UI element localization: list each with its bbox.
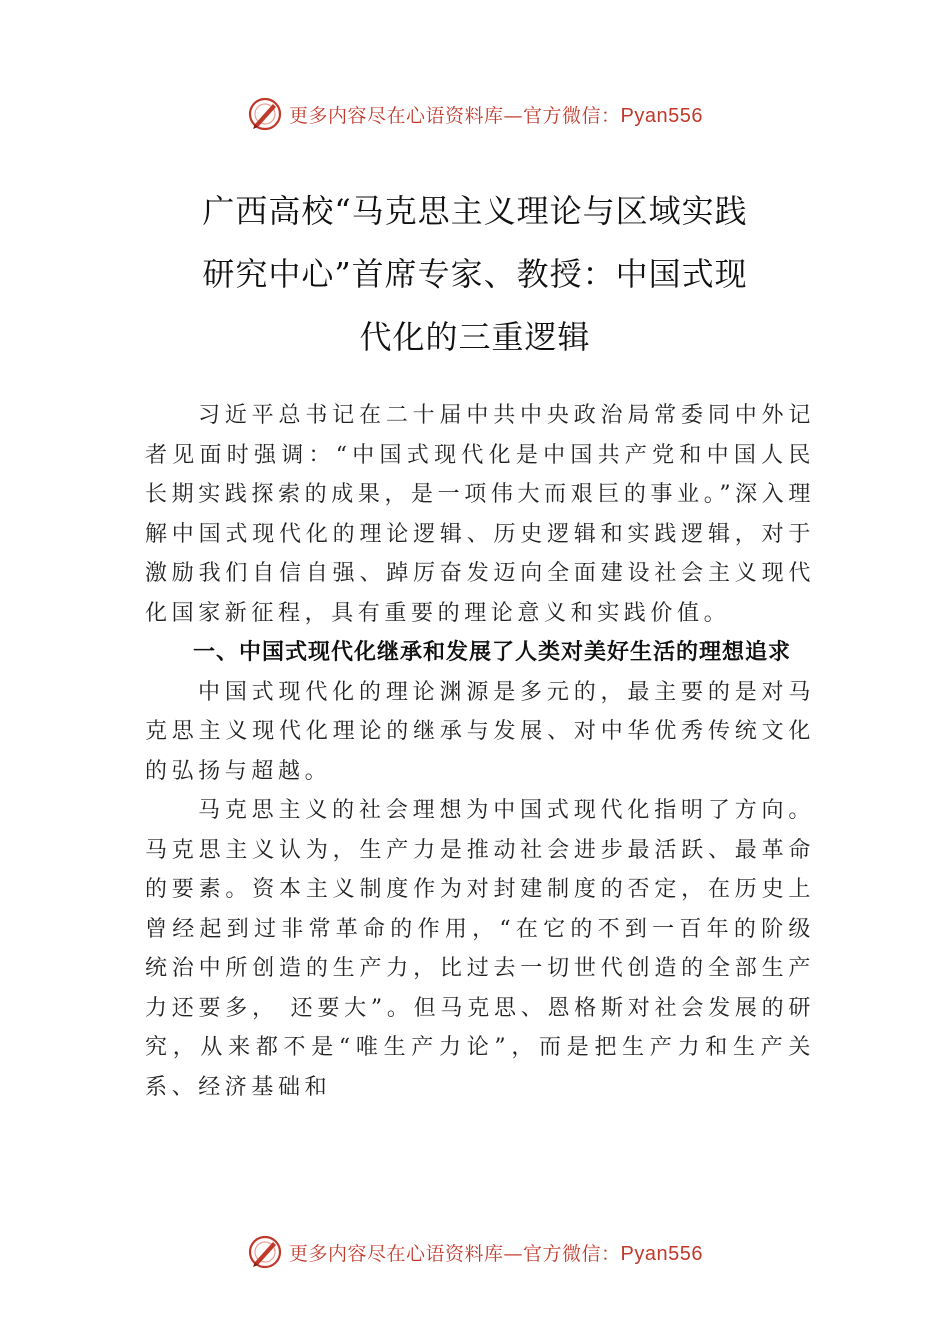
title-line: 广西高校“马克思主义理论与区域实践 [202, 192, 748, 230]
pen-circle-logo-icon [247, 1234, 283, 1270]
title-line: 代化的三重逻辑 [359, 318, 591, 356]
watermark-text: 更多内容尽在心语资料库—官方微信：Pyan556 [289, 1242, 703, 1265]
watermark-banner-top [0, 94, 950, 134]
watermark-handle: Pyan556 [620, 1242, 703, 1265]
pen-circle-logo-icon [247, 96, 283, 132]
document-title [140, 180, 810, 369]
watermark-banner-bottom [0, 1232, 950, 1272]
watermark-text: 更多内容尽在心语资料库—官方微信：Pyan556 [289, 104, 703, 127]
title-line: 研究中心”首席专家、教授：中国式现 [202, 255, 748, 293]
body-paragraph: 马克思主义的社会理想为中国式现代化指明了方向。马克思主义认为，生产力是推动社会进步最活跃、最革命的要素。资本主义制度作为对封建制度的否定，在历史上曾经起到过非常革命的作用，“在它的不到一百年的阶级统治中所创造的生产力，比过去一切世代创造的全部生产力还要多， 还要大”。但马克思、恩格斯对社会发展的研究，从来都不是“唯生产力论”，而是把生产力和生产关系、经济基础和 [145, 798, 815, 1100]
body-paragraph: 中国式现代化的理论渊源是多元的，最主要的是对马克思主义现代化理论的继承与发展、对中华优秀传统文化的弘扬与超越。 [145, 679, 815, 784]
document-body [145, 396, 815, 1107]
intro-paragraph: 习近平总书记在二十届中共中央政治局常委同中外记者见面时强调：“中国式现代化是中国共产党和中国人民长期实践探索的成果，是一项伟大而艰巨的事业。”深入理解中国式现代化的理论逻辑、历史逻辑和实践逻辑，对于激励我们自信自强、踔厉奋发迈向全面建设社会主义现代化国家新征程，具有重要的理论意义和实践价值。 [145, 403, 815, 626]
section-heading: 一、中国式现代化继承和发展了人类对美好生活的理想追求 [193, 640, 792, 665]
watermark-handle: Pyan556 [620, 104, 703, 127]
